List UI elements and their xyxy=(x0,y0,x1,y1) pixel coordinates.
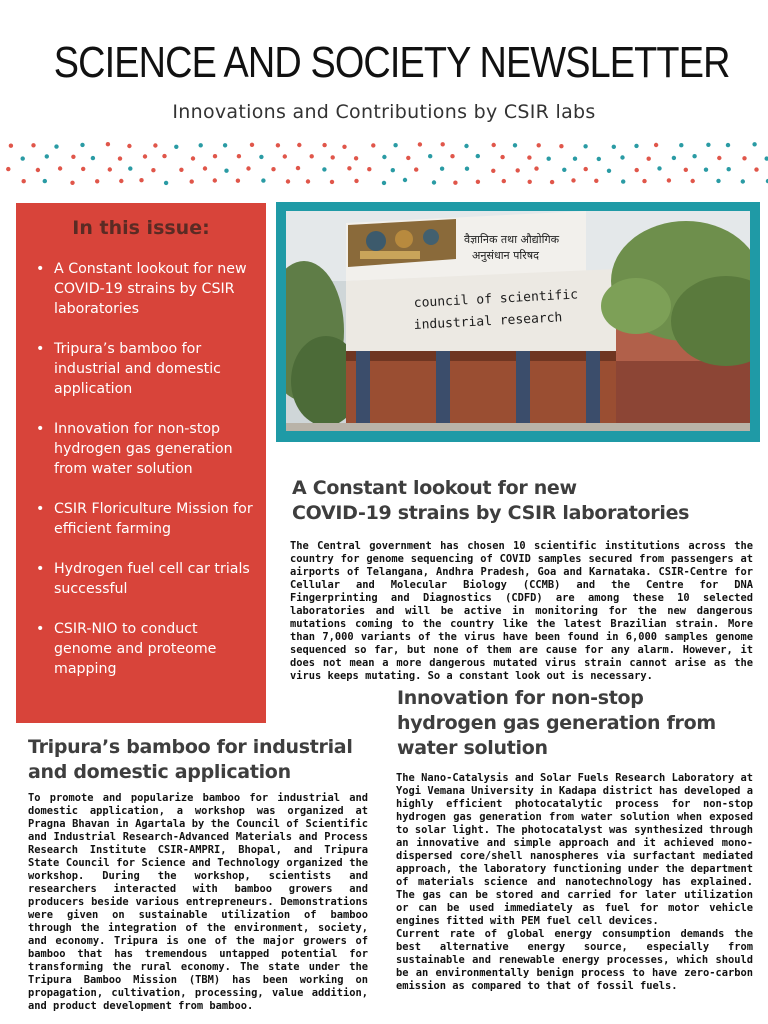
issue-item-label: Hydrogen fuel cell car trials successful xyxy=(54,561,250,597)
decorative-dot xyxy=(382,181,386,185)
decorative-dot xyxy=(6,167,10,171)
decorative-dot xyxy=(414,167,418,171)
decorative-dot xyxy=(647,157,651,161)
decorative-dot xyxy=(271,167,275,171)
decorative-dot xyxy=(583,144,587,148)
bamboo-article-title xyxy=(28,735,368,785)
decorative-dot xyxy=(371,143,375,147)
decorative-dot xyxy=(296,166,300,170)
decorative-dot xyxy=(95,179,99,183)
decorative-dot xyxy=(286,179,290,183)
decorative-dot xyxy=(620,155,624,159)
decorative-dot xyxy=(164,181,168,185)
decorative-dot xyxy=(573,157,577,161)
issue-item-label: A Constant lookout for new COVID-19 strains by CSIR laboratories xyxy=(54,261,247,317)
decorative-dot xyxy=(691,179,695,183)
decorative-dot xyxy=(634,144,638,148)
issue-item-label: Tripura’s bamboo for industrial and domestic application xyxy=(54,341,221,397)
decorative-dot xyxy=(31,143,35,147)
decorative-dot xyxy=(441,142,445,146)
covid-body-paragraph: The Central government has chosen 10 scientific institutions across the country for genome sequencing of COVID samples secured from passengers at airports of Telangana, Andhra Pradesh, Goa and Karnataka. CSIR-Centre for Cellular and Molecular Biology (CCMB) and the Centre for DNA Fingerprinting and Diagnostics (CDFD) are among these 10 selected laboratories and will be active in monitoring for the new dangerous mutations coming to the country like the latest Brazilian strain. More than 7,000 variants of the virus have been found in 6,000 samples genome sequenced so far, but none of them are cause for any alarm. However, it does not mean a more dangerous mutated virus strain cannot arise as the virus keeps mutating. So a constant look out is necessary. xyxy=(290,540,753,682)
decorative-dot xyxy=(331,155,335,159)
bullet-icon: • xyxy=(36,561,45,577)
decorative-dot xyxy=(672,156,676,160)
decorative-dot xyxy=(119,179,123,183)
decorative-dot xyxy=(679,143,683,147)
issue-item-label: CSIR-NIO to conduct genome and proteome mapping xyxy=(54,621,217,677)
decorative-dot xyxy=(500,155,504,159)
decorative-dot xyxy=(476,154,480,158)
decorative-dot xyxy=(502,179,506,183)
decorative-dot xyxy=(527,155,531,159)
decorative-dot xyxy=(642,179,646,183)
newsletter-subtitle: Innovations and Contributions by CSIR labs xyxy=(172,101,596,123)
decorative-dot xyxy=(594,179,598,183)
hindi-sign-line1: वैज्ञानिक तथा औद्योगिक xyxy=(464,233,560,246)
decorative-dot xyxy=(70,181,74,185)
sign-line1: council of scientific xyxy=(413,287,579,311)
decorative-dot xyxy=(191,156,195,160)
decorative-dot xyxy=(547,157,551,161)
decorative-dot xyxy=(418,142,422,146)
decorative-dot xyxy=(283,154,287,158)
decorative-dot xyxy=(692,154,696,158)
decorative-dot xyxy=(559,144,563,148)
hydrogen-body-paragraph-1: The Nano-Catalysis and Solar Fuels Research Laboratory at Yogi Vemana University in Kadapa district has developed a highly efficient photocatalytic process for non-stop hydrogen gas generation from water solution when exposed to solar light. The photocatalyst was synthesized through an innovative and simple approach and it achieved mono-dispersed core/shell nanospheres via surfactant mediated approach, the laboratory functioning under the department of materials science and nanotechnology has explained. The gas can be stored and carried for later utilization or can be used immediately as fuel for motor vehicle engines fitted with PEM fuel cell devices. xyxy=(396,772,753,927)
decorative-dot xyxy=(706,143,710,147)
decorative-dot xyxy=(330,180,334,184)
decorative-dot xyxy=(607,169,611,173)
hydrogen-title-line2: hydrogen gas generation from xyxy=(397,712,716,734)
decorative-dot xyxy=(36,168,40,172)
decorative-dot xyxy=(562,168,566,172)
decorative-dot xyxy=(213,154,217,158)
issue-list xyxy=(36,259,256,699)
decorative-dot xyxy=(81,167,85,171)
bamboo-body-paragraph: To promote and popularize bamboo for industrial and domestic application, a workshop was organized at Pragna Bhavan in Agartala by the Council of Scientific and Industrial Research-Advanced Materials and Process Research Institute CSIR-AMPRI, Bhopal, and Tripura State Council for Science and Technology organized the workshop. During the workshop, scientists and researchers interacted with bamboo growers and producers beside various entrepreneurs. Demonstrations were given on sustainable utilization of bamboo through the integration of the environment, society, and economy. Tripura is one of the major growers of bamboo that has tremendous untapped potential for transforming the rural economy. The state under the Tripura Bamboo Mission (TBM) has been working on propagation, cultivation, processing, value addition, and product development from bamboo. xyxy=(28,792,368,1012)
decorative-dot xyxy=(428,154,432,158)
decorative-dot xyxy=(657,166,661,170)
csir-building-photo xyxy=(286,211,750,431)
decorative-dot xyxy=(108,167,112,171)
decorative-dot xyxy=(21,156,25,160)
decorative-dot xyxy=(162,154,166,158)
decorative-dots-divider xyxy=(0,138,768,188)
decorative-dot xyxy=(342,145,346,149)
decorative-dot xyxy=(716,179,720,183)
decorative-dot xyxy=(450,154,454,158)
decorative-dot xyxy=(528,180,532,184)
decorative-dot xyxy=(741,179,745,183)
decorative-dot xyxy=(43,179,47,183)
decorative-dot xyxy=(213,178,217,182)
decorative-dot xyxy=(45,154,49,158)
decorative-dot xyxy=(464,144,468,148)
decorative-dot xyxy=(128,166,132,170)
decorative-dot xyxy=(224,169,228,173)
decorative-dot xyxy=(752,142,756,146)
issue-item[interactable] xyxy=(36,419,256,479)
hydrogen-article-title xyxy=(397,686,757,761)
decorative-dot xyxy=(367,167,371,171)
decorative-dot xyxy=(684,168,688,172)
hydrogen-title-line1: Innovation for non-stop xyxy=(397,687,644,709)
decorative-dot xyxy=(22,179,26,183)
covid-article-body xyxy=(290,540,753,683)
bullet-icon: • xyxy=(36,341,45,357)
decorative-dot xyxy=(754,167,758,171)
decorative-dot xyxy=(453,181,457,185)
issue-item[interactable] xyxy=(36,619,256,679)
decorative-dot xyxy=(537,143,541,147)
bullet-icon: • xyxy=(36,501,45,517)
decorative-dot xyxy=(259,155,263,159)
bullet-icon: • xyxy=(36,261,45,277)
decorative-dot xyxy=(717,156,721,160)
decorative-dot xyxy=(246,166,250,170)
decorative-dot xyxy=(174,145,178,149)
decorative-dot xyxy=(250,143,254,147)
decorative-dot xyxy=(513,143,517,147)
decorative-dot xyxy=(179,168,183,172)
decorative-dot xyxy=(9,144,13,148)
decorative-dot xyxy=(199,143,203,147)
bullet-icon: • xyxy=(36,421,45,437)
in-this-issue-heading: In this issue: xyxy=(72,217,210,239)
decorative-dot xyxy=(476,180,480,184)
hindi-sign-line2: अनुसंधान परिषद xyxy=(472,249,539,262)
decorative-dot xyxy=(322,143,326,147)
decorative-dot xyxy=(393,143,397,147)
decorative-dot xyxy=(306,179,310,183)
decorative-dot xyxy=(432,180,436,184)
decorative-dot xyxy=(127,144,131,148)
decorative-dot xyxy=(726,143,730,147)
decorative-dot xyxy=(310,154,314,158)
decorative-dot xyxy=(621,179,625,183)
decorative-dot xyxy=(391,168,395,172)
decorative-dot xyxy=(354,156,358,160)
decorative-dot xyxy=(237,154,241,158)
decorative-dot xyxy=(597,157,601,161)
decorative-dot xyxy=(727,167,731,171)
decorative-dot xyxy=(190,179,194,183)
decorative-dot xyxy=(347,166,351,170)
decorative-dot xyxy=(667,178,671,182)
decorative-dot xyxy=(612,145,616,149)
decorative-dot xyxy=(58,166,62,170)
mural-artwork xyxy=(348,219,456,267)
issue-item-label: Innovation for non-stop hydrogen gas generation from water solution xyxy=(54,421,233,477)
decorative-dot xyxy=(322,167,326,171)
decorative-dot xyxy=(571,178,575,182)
decorative-dot xyxy=(491,169,495,173)
decorative-dot xyxy=(765,156,768,160)
newsletter-title: SCIENCE AND SOCIETY NEWSLETTER xyxy=(53,38,730,87)
decorative-dot xyxy=(71,155,75,159)
decorative-dot xyxy=(54,144,58,148)
decorative-dot xyxy=(261,178,265,182)
issue-item[interactable] xyxy=(36,559,256,599)
decorative-dot xyxy=(276,143,280,147)
bamboo-title-line1: Tripura’s bamboo for industrial xyxy=(28,736,353,758)
decorative-dot xyxy=(550,180,554,184)
decorative-dot xyxy=(465,167,469,171)
decorative-dot xyxy=(584,167,588,171)
in-this-issue-panel xyxy=(16,203,266,723)
decorative-dot xyxy=(403,178,407,182)
csir-building-photo-frame xyxy=(276,202,760,442)
decorative-dot xyxy=(203,166,207,170)
decorative-dot xyxy=(440,167,444,171)
issue-item[interactable] xyxy=(36,339,256,399)
decorative-dot xyxy=(742,156,746,160)
decorative-dot xyxy=(654,143,658,147)
bamboo-title-line2: and domestic application xyxy=(28,761,291,783)
decorative-dot xyxy=(236,179,240,183)
decorative-dot xyxy=(80,143,84,147)
decorative-dot xyxy=(91,156,95,160)
decorative-dot xyxy=(223,143,227,147)
hydrogen-title-line3: water solution xyxy=(397,737,548,759)
decorative-dot xyxy=(534,166,538,170)
decorative-dot xyxy=(118,156,122,160)
bamboo-article-body xyxy=(28,792,368,1013)
sign-line2: industrial research xyxy=(413,310,563,333)
issue-item-label: CSIR Floriculture Mission for efficient farming xyxy=(54,501,253,537)
covid-article-title xyxy=(292,476,752,526)
covid-title-line2: COVID-19 strains by CSIR laboratories xyxy=(292,502,690,524)
decorative-dot xyxy=(354,179,358,183)
decorative-dot xyxy=(492,143,496,147)
decorative-dot xyxy=(143,154,147,158)
decorative-dot xyxy=(704,168,708,172)
hydrogen-body-paragraph-2: Current rate of global energy consumption demands the best alternative energy source, especially from sustainable and renewable energy processes, which should be an environmentally benign process to have zero-carbon emission as compared to that of fossil fuels. xyxy=(396,928,753,992)
covid-title-line1: A Constant lookout for new xyxy=(292,477,577,499)
decorative-dot xyxy=(151,168,155,172)
decorative-dot xyxy=(139,178,143,182)
decorative-dot xyxy=(635,168,639,172)
issue-item[interactable] xyxy=(36,499,256,539)
bullet-icon: • xyxy=(36,621,45,637)
decorative-dot xyxy=(382,155,386,159)
decorative-dot xyxy=(106,142,110,146)
decorative-dot xyxy=(297,143,301,147)
decorative-dot xyxy=(406,156,410,160)
decorative-dot xyxy=(153,143,157,147)
hydrogen-article-body xyxy=(396,772,753,993)
issue-item[interactable] xyxy=(36,259,256,319)
decorative-dot xyxy=(516,168,520,172)
